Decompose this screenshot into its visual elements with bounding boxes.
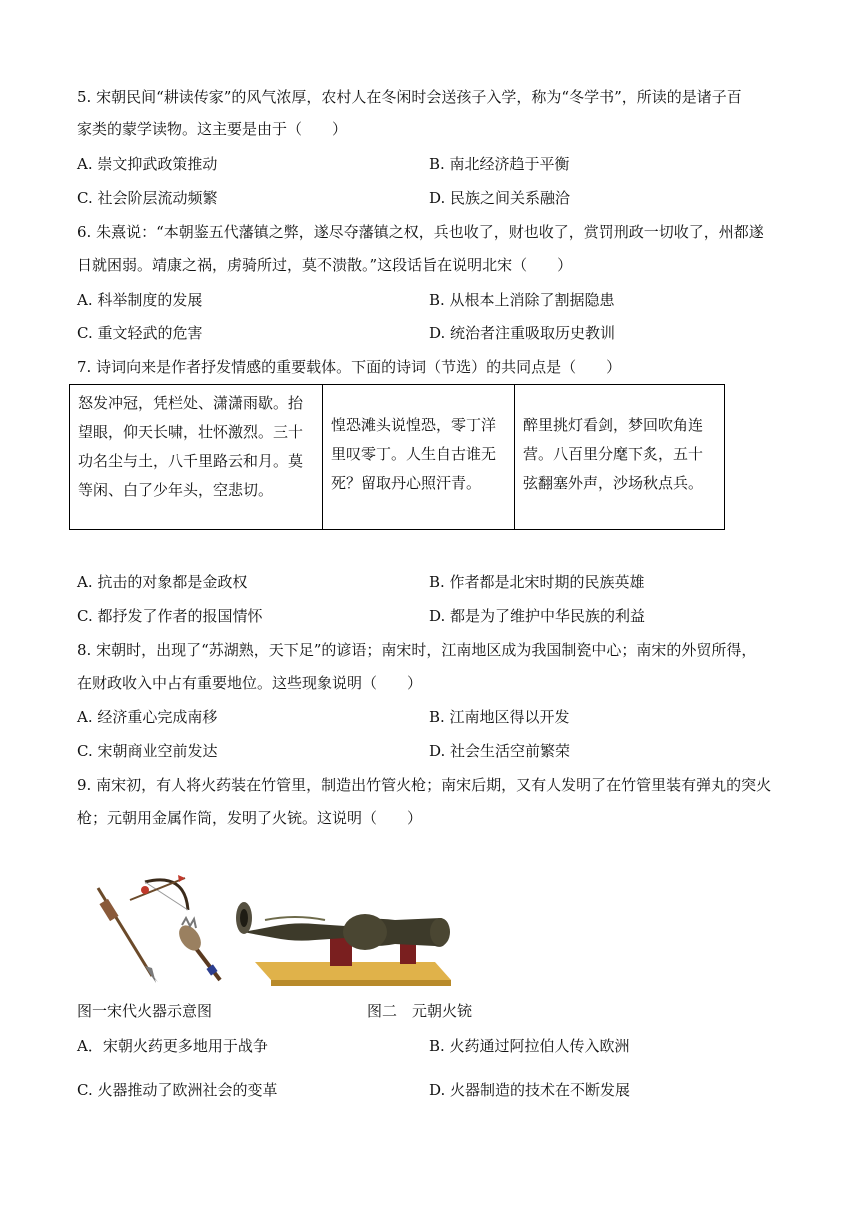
q9-stem-line-1: 9. 南宋初，有人将火药装在竹管里，制造出竹管火枪；南宋后期，又有人发明了在竹管里装有弹丸的突火 [77, 776, 772, 794]
song-firearms-illustration [90, 870, 230, 985]
q5-stem-line-1: 5. 宋朝民间“耕读传家”的风气浓厚，农村人在冬闲时会送孩子入学，称为“冬学书”，所读的是诸子百 [77, 88, 742, 106]
figure-2-caption: 图二 元朝火铳 [367, 1002, 473, 1020]
q6-option-c: C. 重文轻武的危害 [77, 324, 203, 342]
q9-option-c: C. 火器推动了欧洲社会的变革 [77, 1081, 278, 1099]
q7-option-b: B. 作者都是北宋时期的民族英雄 [429, 573, 645, 591]
q6-option-d: D. 统治者注重吸取历史教训 [429, 324, 616, 342]
q8-option-a: A. 经济重心完成南移 [77, 708, 218, 726]
q7-option-c: C. 都抒发了作者的报国情怀 [77, 607, 263, 625]
q9-stem-line-2: 枪；元朝用金属作筒，发明了火铳。这说明（ ） [77, 809, 423, 827]
yuan-cannon-illustration [235, 880, 460, 990]
q8-stem-line-1: 8. 宋朝时，出现了“苏湖熟，天下足”的谚语；南宋时，江南地区成为我国制瓷中心；南宋的外贸所得， [77, 641, 757, 659]
figure-1-caption: 图一宋代火器示意图 [77, 1002, 213, 1020]
q6-option-a: A. 科举制度的发展 [77, 291, 203, 309]
q8-stem-line-2: 在财政收入中占有重要地位。这些现象说明（ ） [77, 674, 423, 692]
q5-option-a: A. 崇文抑武政策推动 [77, 155, 218, 173]
q8-option-c: C. 宋朝商业空前发达 [77, 742, 218, 760]
poem-cell-2: 惶恐滩头说惶恐，零丁洋里叹零丁。人生自古谁无死？留取丹心照汗青。 [322, 385, 514, 529]
q9-option-d: D. 火器制造的技术在不断发展 [429, 1081, 631, 1099]
q7-option-d: D. 都是为了维护中华民族的利益 [429, 607, 646, 625]
q9-option-b: B. 火药通过阿拉伯人传入欧洲 [429, 1037, 630, 1055]
q5-option-b: B. 南北经济趋于平衡 [429, 155, 570, 173]
poem-cell-1: 怒发冲冠，凭栏处、潇潇雨歇。抬望眼，仰天长啸，壮怀激烈。三十功名尘与土，八千里路云和月。莫等闲、白了少年头，空悲切。 [78, 394, 304, 499]
q6-stem-line-2: 日就困弱。靖康之祸，虏骑所过，莫不溃散。”这段话旨在说明北宋（ ） [77, 256, 573, 274]
q7-option-a: A. 抗击的对象都是金政权 [77, 573, 248, 591]
q6-stem-line-1: 6. 朱熹说：“本朝鉴五代藩镇之弊，遂尽夺藩镇之权，兵也收了，财也收了，赏罚刑政一切收了，州都遂 [77, 223, 764, 241]
q5-option-d: D. 民族之间关系融洽 [429, 189, 571, 207]
poem-table [69, 384, 725, 530]
q8-option-b: B. 江南地区得以开发 [429, 708, 570, 726]
q5-option-c: C. 社会阶层流动频繁 [77, 189, 218, 207]
q8-option-d: D. 社会生活空前繁荣 [429, 742, 571, 760]
q6-option-b: B. 从根本上消除了割据隐患 [429, 291, 615, 309]
poem-cell-3: 醉里挑灯看剑，梦回吹角连营。八百里分麾下炙，五十弦翻塞外声，沙场秋点兵。 [514, 385, 724, 529]
q5-stem-line-2: 家类的蒙学读物。这主要是由于（ ） [77, 120, 348, 138]
q7-stem-line-1: 7. 诗词向来是作者抒发情感的重要载体。下面的诗词（节选）的共同点是（ ） [77, 358, 622, 376]
q9-option-a: A．宋朝火药更多地用于战争 [77, 1037, 268, 1055]
